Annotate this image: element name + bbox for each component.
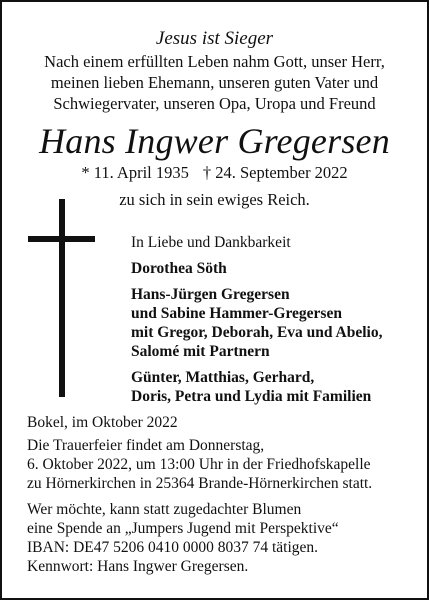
funeral-line: Die Trauerfeier findet am Donnerstag,	[27, 437, 265, 454]
mourner-line: Hans-Jürgen Gregersen	[131, 286, 290, 303]
closing-line: zu sich in sein ewiges Reich.	[119, 190, 310, 209]
mourner-line: Doris, Petra und Lydia mit Familien	[131, 388, 372, 405]
cross-icon-bar	[28, 236, 95, 242]
place-date: Bokel, im Oktober 2022	[27, 414, 178, 431]
mourners-intro: In Liebe und Dankbarkeit	[131, 234, 291, 251]
mourner-line: mit Gregor, Deborah, Eva und Abelio,	[131, 324, 383, 341]
funeral-line: 6. Oktober 2022, um 13:00 Uhr in der Friedhofskapelle	[27, 456, 371, 473]
mourner-line: Dorothea Söth	[131, 260, 227, 277]
death-date: † 24. September 2022	[202, 163, 348, 182]
donation-line: Kennwort: Hans Ingwer Gregersen.	[27, 558, 249, 575]
mourner-line: und Sabine Hammer-Gregersen	[131, 305, 342, 322]
intro-line-2: meinen lieben Ehemann, unseren guten Vater und	[50, 73, 379, 92]
cross-icon	[59, 199, 65, 397]
deceased-name: Hans Ingwer Gregersen	[39, 121, 390, 161]
mourner-line: Salomé mit Partnern	[131, 343, 270, 360]
donation-line: Wer möchte, kann statt zugedachter Blumen	[27, 501, 302, 518]
funeral-line: zu Hörnerkirchen in 25364 Brande-Hörnerkirchen statt.	[27, 475, 373, 492]
life-dates	[2, 165, 427, 182]
donation-line: eine Spende an „Jumpers Jugend mit Perspektive“	[27, 520, 339, 537]
birth-date: * 11. April 1935	[81, 163, 189, 182]
donation-line: IBAN: DE47 5206 0410 0000 8037 74 tätigen.	[27, 539, 319, 556]
intro-line-1: Nach einem erfüllten Leben nahm Gott, unser Herr,	[44, 52, 385, 71]
mourner-line: Günter, Matthias, Gerhard,	[131, 369, 315, 386]
motto: Jesus ist Sieger	[155, 28, 274, 49]
intro-line-3: Schwiegervater, unseren Opa, Uropa und Freund	[53, 94, 376, 113]
